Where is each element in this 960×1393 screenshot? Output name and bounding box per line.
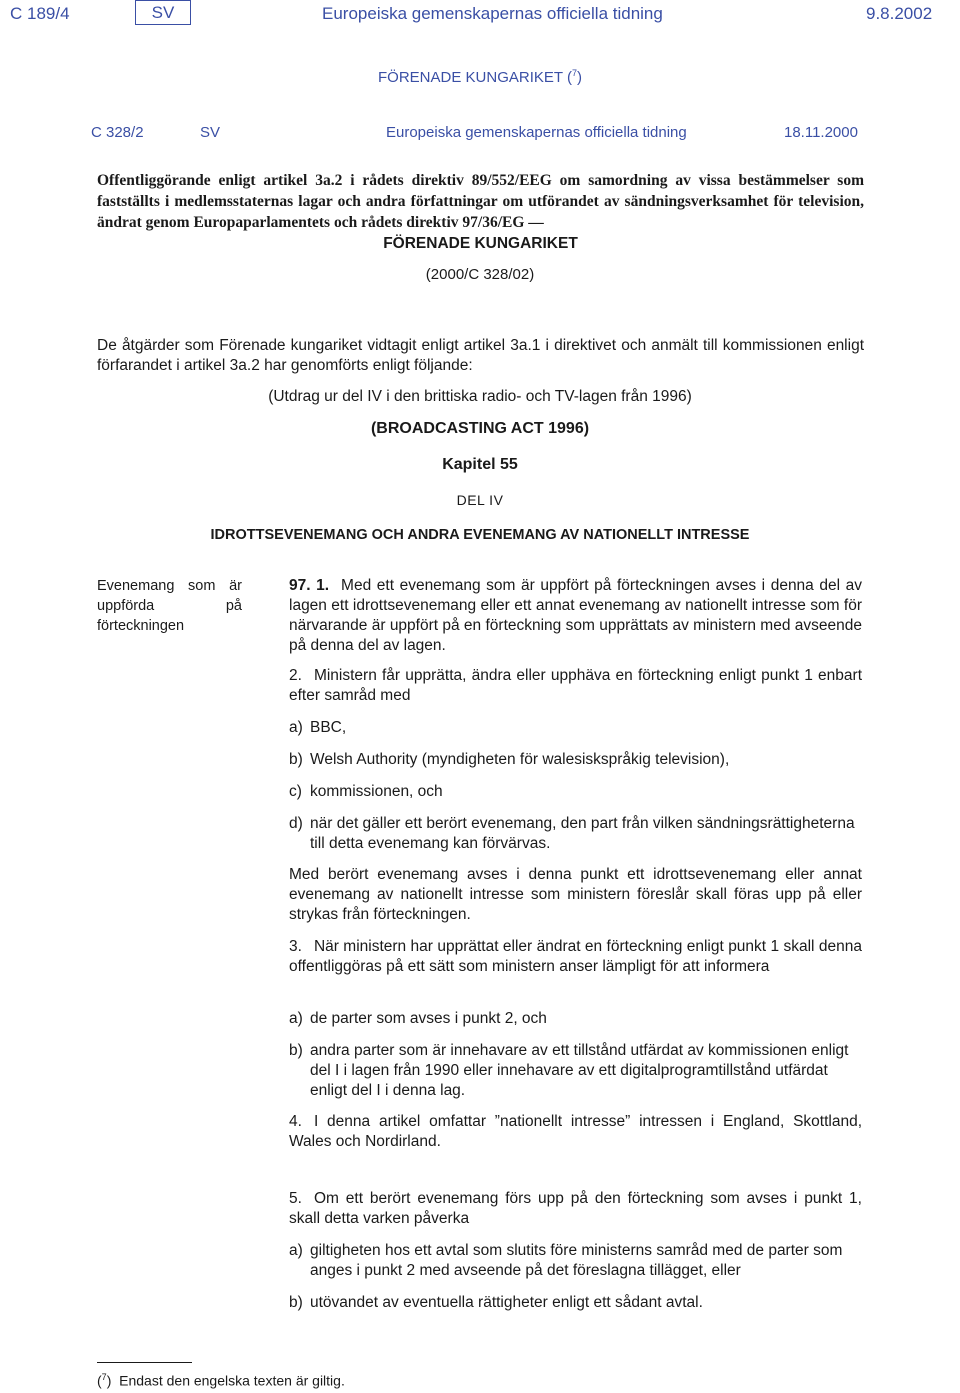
list-item [289,1293,862,1313]
source-language: SV [200,124,221,141]
country-heading: FÖRENADE KUNGARIKET ($^7$) [378,68,582,86]
paragraph-3-number: 3. [289,938,302,955]
document-reference: (2000/C 328/02) [425,266,535,283]
list-label: a) [289,1010,303,1027]
page-number: C 189/4 [10,4,70,23]
list-item [289,1009,862,1029]
list-label: b) [289,751,303,768]
part-heading: IDROTTSEVENEMANG OCH ANDRA EVENEMANG AV NATIONELLT INTRESSE [210,527,750,543]
source-number: C 328/2 [91,124,144,141]
paragraph-1 [289,576,862,656]
list-text: BBC, [310,719,347,736]
paragraph-2b: Med berört evenemang avses i denna punkt ett idrottsevenemang eller annat evenemang av nationellt intresse som ministern föreslår skall föras upp på eller strykas från förteckningen. [289,866,862,923]
extract-line: (Utdrag ur del IV i den brittiska radio- och TV-lagen från 1996) [268,388,692,405]
publication-date: 9.8.2002 [866,4,933,23]
margin-note: Evenemang som är uppförda på förteckningen [97,578,242,634]
list-text: Welsh Authority (myndigheten för walesiskspråkig television), [310,751,730,768]
list-item [289,1241,862,1281]
list-item [289,1041,862,1101]
list-text: giltigheten hos ett avtal som slutits före ministerns samråd med de parter som anges i punkt 2 med avseende på det föreslagna tillägget, eller [310,1242,843,1279]
list-text: utövandet av eventuella rättigheter enligt ett sådant avtal. [310,1294,703,1311]
list-label: b) [289,1294,303,1311]
list-text: när det gäller ett berört evenemang, den part från vilken sändningsrättigheterna till detta evenemang kan förvärvas. [310,815,855,852]
paragraph-3 [289,937,862,977]
paragraph-3-text: När ministern har upprättat eller ändrat en förteckning enligt punkt 1 skall denna offentliggöras på ett sätt som ministern anser lämpligt för att informera [289,938,862,975]
list-label: a) [289,719,303,736]
list-item [289,814,862,854]
paragraph-2 [289,666,862,706]
list-label: a) [289,1242,303,1259]
list-label: d) [289,815,303,832]
list-text: kommissionen, och [310,783,443,800]
paragraph-4 [289,1112,862,1152]
paragraph-2-number: 2. [289,667,302,684]
source-date: 18.11.2000 [784,124,858,141]
section-label: 97. 1. [289,577,330,594]
paragraph-4-text: I denna artikel omfattar ”nationellt intresse” intressen i England, Skottland, Wales och Nordirland. [289,1113,862,1150]
footnote-number: 7 [101,1372,107,1382]
footnote: ($^7$) Endast den engelska texten är giltig. [97,1372,345,1389]
list-text: de parter som avses i punkt 2, och [310,1010,547,1027]
title-country: FÖRENADE KUNGARIKET [383,235,578,252]
title-text: Offentliggörande enligt artikel 3a.2 i rådets direktiv 89/552/EEG om samordning av vissa bestämmelser som fastställts i medlemsstaternas lagar och andra författningar om utförandet av sändningsverksamhet för television, ändrat genom Europaparlamentets och rådets direktiv 97/36/EG — [97,172,864,231]
list-label: c) [289,783,302,800]
paragraph-1-text: Med ett evenemang som är uppfört på förteckningen avses i denna del av lagen ett idrottsevenemang eller ett annat evenemang av nationellt intresse som för närvarande är uppfört på en förteckning som upprättats av ministern med avseende på denna del av lagen. [289,577,862,654]
chapter-title: Kapitel 55 [442,456,518,473]
list-item [289,718,862,738]
paragraph-5-text: Om ett berört evenemang förs upp på den förteckning som avses i punkt 1, skall detta varken påverka [289,1190,862,1227]
intro-paragraph: De åtgärder som Förenade kungariket vidtagit enligt artikel 3a.1 i direktivet och anmält till kommissionen enligt förfarandet i artikel 3a.2 har genomförts enligt följande: [97,337,864,374]
footnote-text: Endast den engelska texten är giltig. [119,1372,345,1389]
footnote-divider [97,1362,192,1363]
paragraph-5-number: 5. [289,1190,302,1207]
source-journal: Europeiska gemenskapernas officiella tidning [386,124,687,141]
country-name: FÖRENADE KUNGARIKET [378,69,563,86]
footnote-ref: 7 [571,68,577,78]
list-item [289,782,862,802]
language-badge: SV [135,0,191,25]
paragraph-2-text: Ministern får upprätta, ändra eller upphäva en förteckning enligt punkt 1 enbart efter samråd med [289,667,862,704]
act-title: (BROADCASTING ACT 1996) [370,420,590,437]
document-title [97,170,864,254]
paragraph-4-number: 4. [289,1113,302,1130]
part-label: DEL IV [456,492,504,508]
journal-title: Europeiska gemenskapernas officiella tidning [322,4,663,23]
list-item [289,750,862,770]
list-label: b) [289,1042,303,1059]
paragraph-5 [289,1189,862,1229]
list-text: andra parter som är innehavare av ett tillstånd utfärdat av kommissionen enligt del I i lagen från 1990 eller innehavare av ett digitalprogramtillstånd utfärdat enligt del I i denna lag. [310,1042,849,1099]
